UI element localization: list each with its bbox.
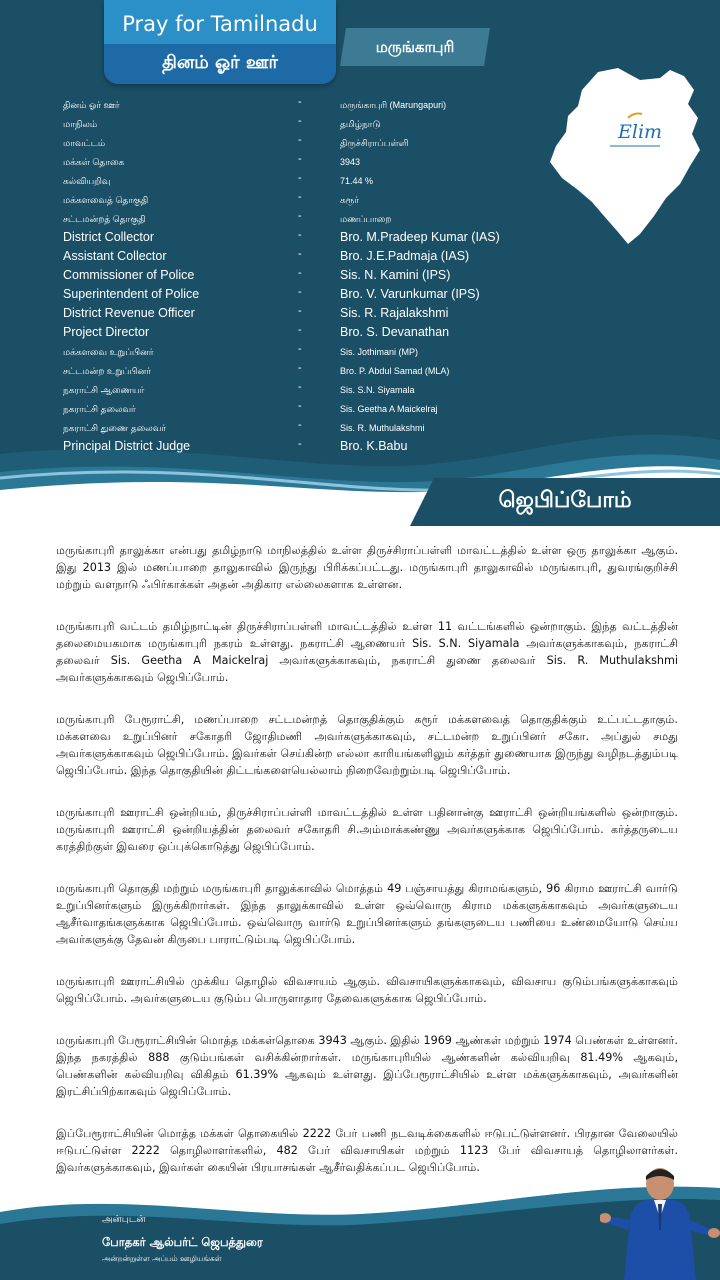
pastor-photo-icon [600, 1160, 720, 1280]
info-value: Bro. M.Pradeep Kumar (IAS) [340, 230, 500, 244]
info-label: மாநிலம் [63, 119, 98, 129]
info-row [63, 229, 523, 248]
info-row [63, 267, 523, 286]
info-label: மக்களவை உறுப்பினர் [63, 347, 154, 357]
info-row [63, 324, 523, 343]
info-label: District Collector [63, 230, 154, 244]
info-value: Sis. Jothimani (MP) [340, 347, 419, 357]
info-row [63, 381, 523, 400]
elim-logo-text: Elim [618, 121, 663, 143]
info-separator: - [298, 324, 302, 336]
footer-subtitle: அன்றன்றுள்ள அப்பம் ஊழியங்கள் [102, 1254, 222, 1263]
info-row [63, 210, 523, 229]
info-separator: - [298, 96, 302, 108]
info-row [63, 343, 523, 362]
info-separator: - [298, 381, 302, 393]
info-value: Sis. R. Rajalakshmi [340, 306, 449, 320]
info-separator: - [298, 267, 302, 279]
info-separator: - [298, 115, 302, 127]
info-row [63, 400, 523, 419]
info-row [63, 438, 523, 457]
info-row [63, 362, 523, 381]
place-tag [340, 28, 490, 66]
info-value: 71.44 % [340, 176, 374, 186]
info-label: Principal District Judge [63, 439, 191, 453]
info-value: தமிழ்நாடு [340, 119, 381, 129]
info-separator: - [298, 438, 302, 450]
info-separator: - [298, 210, 302, 222]
info-row [63, 172, 523, 191]
info-value: Sis. N. Kamini (IPS) [340, 268, 451, 282]
pray-banner [410, 478, 720, 526]
body-paragraph: மருங்காபுரி தாலுக்கா என்பது தமிழ்நாடு மாநிலத்தில் உள்ள திருச்சிராப்பள்ளி மாவட்டத்தில் உள்ள ஒரு தாலுக்கா ஆகும். இது 2013 இல் மணப்பாறை தாலுகாவில் இருந்து பிரிக்கப்பட்டது. மருங்காபுரி தாலுகாவில் மருங்காபுரி, துவரங்குறிச்சி மற்றும் வளநாடு ஃபிர்காக்கள் அதன் அதிகார எல்லைகளாக உள்ளன. [56, 544, 678, 591]
info-label: கல்வியறிவு [63, 176, 111, 186]
info-value: மணப்பாறை [340, 214, 392, 224]
info-separator: - [298, 305, 302, 317]
body-paragraph: மருங்காபுரி வட்டம் தமிழ்நாட்டின் திருச்சிராப்பள்ளி மாவட்டத்தில் உள்ள 11 வட்டங்களில் ஒன்றாகும். இந்த வட்டத்தின் தலைமையகமாக மருங்காபுரி நகரம் உள்ளது. நகராட்சி ஆணையர் Sis. S.N. Siyamala அவர்களுக்காகவும், நகராட்சி தலைவர் Sis. Geetha A Maickelraj அவர்களுக்காகவும், நகராட்சி துணை தலைவர் Sis. R. Muthulakshmi அவர்களுக்காகவும் ஜெபிப்போம். [56, 620, 678, 684]
info-separator: - [298, 191, 302, 203]
info-label: மக்கள் தொகை [63, 157, 125, 167]
info-value: Sis. Geetha A Maickelraj [340, 404, 438, 414]
info-row [63, 419, 523, 438]
info-row [63, 305, 523, 324]
info-value: Bro. P. Abdul Samad (MLA) [340, 366, 450, 376]
info-separator: - [298, 229, 302, 241]
info-separator: - [298, 343, 302, 355]
footer-name: போதகர் ஆல்பர்ட் ஜெபத்துரை [102, 1235, 263, 1249]
info-value: மருங்காபுரி (Marungapuri) [340, 100, 447, 110]
info-row [63, 248, 523, 267]
info-value: Bro. V. Varunkumar (IPS) [340, 287, 480, 301]
info-label: Commissioner of Police [63, 268, 195, 282]
info-value: Bro. J.E.Padmaja (IAS) [340, 249, 470, 263]
info-label: நகராட்சி தலைவர் [63, 404, 136, 414]
info-separator: - [298, 419, 302, 431]
banner-title: Pray for Tamilnadu [104, 0, 336, 44]
info-value: Sis. S.N. Siyamala [340, 385, 415, 395]
info-label: நகராட்சி ஆணையர் [63, 385, 145, 395]
info-value: Bro. K.Babu [340, 439, 408, 453]
info-label: மாவட்டம் [63, 138, 106, 148]
info-row [63, 96, 523, 115]
info-separator: - [298, 172, 302, 184]
info-label: சட்டமன்ற உறுப்பினர் [63, 366, 151, 376]
info-row [63, 134, 523, 153]
info-label: Superintendent of Police [63, 287, 200, 301]
info-label: நகராட்சி துணை தலைவர் [63, 423, 167, 433]
body-paragraph: மருங்காபுரி ஊராட்சியில் முக்கிய தொழில் விவசாயம் ஆகும். விவசாயிகளுக்காகவும், விவசாய குடும்பங்களுக்காகவும் ஜெபிப்போம். அவர்களுடைய குடும்ப பொருளாதார தேவைகளுக்காக ஜெபிப்போம். [56, 975, 678, 1005]
info-label: Project Director [63, 325, 150, 339]
body-text [56, 542, 678, 1201]
info-separator: - [298, 153, 302, 165]
info-label: District Revenue Officer [63, 306, 195, 320]
footer-greeting: அன்புடன் [102, 1214, 146, 1225]
footer-signature [102, 1214, 263, 1264]
info-value: 3943 [340, 157, 361, 167]
place-tag-label: மருங்காபுரி [375, 38, 455, 56]
tamilnadu-map-icon [548, 66, 712, 246]
info-label: தினம் ஓர் ஊர் [63, 100, 120, 110]
body-paragraph: மருங்காபுரி பேரூராட்சி, மணப்பாறை சட்டமன்றத் தொகுதிக்கும் கரூர் மக்களவைத் தொகுதிக்கும் உட்பட்டதாகும். மக்களவை உறுப்பினர் சகோதரி ஜோதிமணி அவர்களுக்காகவும், சட்டமன்ற உறுப்பினர் சகோ. அப்துல் சமது அவர்களுக்காகவும் ஜெபிப்போம். இவர்கள் செய்கின்ற எல்லா காரியங்களிலும் கர்த்தர் துணையாக இருந்து வழிநடத்தும்படி ஜெபிப்போம். இந்த தொகுதியின் திட்டங்களையெல்லாம் நிறைவேற்றும்படி ஜெபிப்போம். [56, 713, 678, 777]
info-row [63, 153, 523, 172]
info-table [63, 96, 523, 457]
info-separator: - [298, 286, 302, 298]
info-value: Sis. R. Muthulakshmi [340, 423, 425, 433]
info-value: கரூர் [340, 195, 359, 205]
info-separator: - [298, 134, 302, 146]
banner-subtitle: தினம் ஓர் ஊர் [104, 44, 336, 84]
info-separator: - [298, 400, 302, 412]
pray-banner-label: ஜெபிப்போம் [498, 488, 632, 513]
info-value: Bro. S. Devanathan [340, 325, 450, 339]
info-label: சட்டமன்றத் தொகுதி [63, 214, 146, 224]
info-row [63, 115, 523, 134]
info-label: Assistant Collector [63, 249, 167, 263]
info-separator: - [298, 362, 302, 374]
body-paragraph: மருங்காபுரி பேரூராட்சியின் மொத்த மக்கள்தொகை 3943 ஆகும். இதில் 1969 ஆண்கள் மற்றும் 1974 பெண்கள் உள்ளனர். இந்த நகரத்தில் 888 குடும்பங்கள் வசிக்கின்றார்கள். மருங்காபுரியில் ஆண்களின் கல்வியறிவு 81.49% ஆகவும், பெண்களின் கல்வியறிவு விகிதம் 61.39% ஆகவும் உள்ளது. இப்பேரூராட்சியில் உள்ள மக்களுக்காகவும், அவர்களின் இரட்சிப்பிற்காகவும் ஜெபிப்போம். [56, 1034, 678, 1098]
info-row [63, 191, 523, 210]
info-value: திருச்சிராப்பள்ளி [340, 138, 409, 148]
info-row [63, 286, 523, 305]
body-paragraph: மருங்காபுரி ஊராட்சி ஒன்றியம், திருச்சிராப்பள்ளி மாவட்டத்தில் உள்ள பதினான்கு ஊராட்சி ஒன்றியங்களில் ஒன்றாகும். மருங்காபுரி ஊராட்சி ஒன்றியத்தின் தலைவர் சகோதரி சி.அம்மாக்கண்ணு அவர்களுக்காக ஜெபிப்போம். கர்த்தருடைய கரத்திற்குள் இவரை ஒப்புக்கொடுத்து ஜெபிப்போம். [56, 806, 678, 853]
body-paragraph: இப்பேரூராட்சியின் மொத்த மக்கள் தொகையில் 2222 பேர் பணி நடவடிக்கைகளில் ஈடுபட்டுள்ளனர். பிரதான வேலையில் ஈடுபட்டுள்ள 2222 தொழிலாளர்களில், 482 பேர் விவசாயிகள் மற்றும் 1123 பேர் விவசாயத் தொழிலாளர்கள். இவர்களுக்காகவும், இவர்கள் கையின் பிரயாசங்கள் ஆசீர்வதிக்கப்பட ஜெபிப்போம். [56, 1127, 678, 1174]
info-label: மக்களவைத் தொகுதி [63, 195, 149, 205]
header-banner [104, 0, 336, 84]
info-separator: - [298, 248, 302, 260]
body-paragraph: மருங்காபுரி தொகுதி மற்றும் மருங்காபுரி தாலுக்காவில் மொத்தம் 49 பஞ்சாயத்து கிராமங்களும், 96 கிராம ஊராட்சி வார்டு உறுப்பினர்களும் இருக்கிறார்கள். இந்த தாலுக்காவில் உள்ள ஒவ்வொரு கிராம மக்களுக்காகவும் அவர்களுடைய ஆசீர்வாதங்களுக்காக ஜெபிப்போம். ஒவ்வொரு வார்டு உறுப்பினர்களும் தங்களுடைய பணியை உண்மையோடு செய்ய அவர்களுக்கு தேவன் கிருபை பாராட்டும்படி ஜெபிப்போம். [56, 882, 678, 946]
